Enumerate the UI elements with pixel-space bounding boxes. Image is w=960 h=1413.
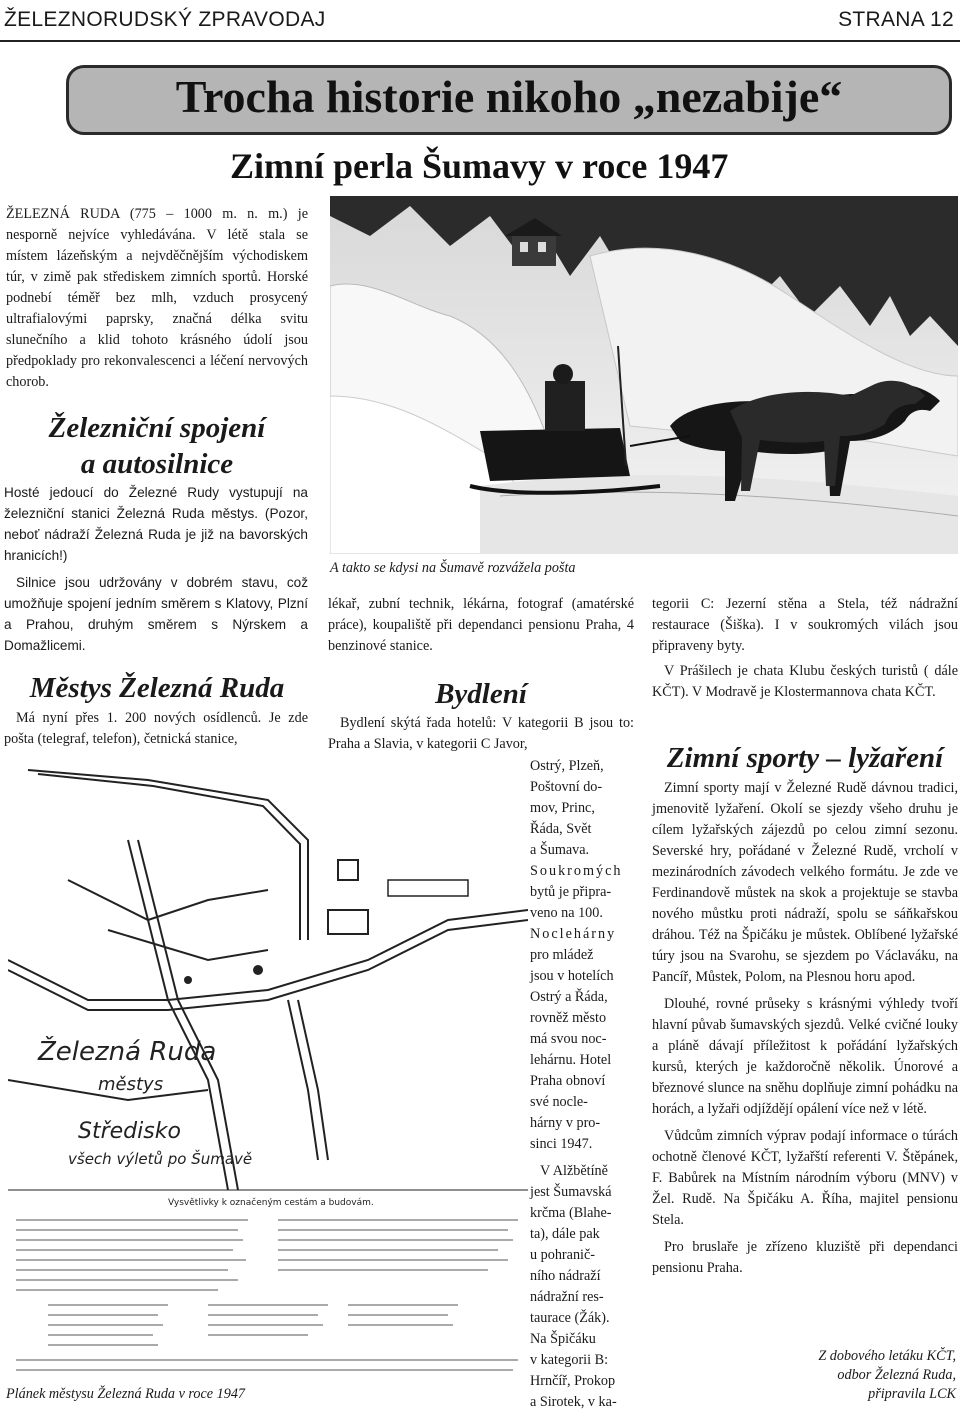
housing-heading: Bydlení xyxy=(435,678,527,710)
page-number: STRANA 12 xyxy=(838,8,954,31)
credit-line-2: odbor Železná Ruda, xyxy=(837,1367,956,1383)
rail-heading-line2: a autosilnice xyxy=(80,448,234,480)
town-paragraph: Má nyní přes 1. 200 nových osídlenců. Je zde pošta (telegraf, telefon), četnická stanice, xyxy=(4,710,308,747)
housing-line: bytů je připra- xyxy=(530,884,612,900)
housing-line: Ostrý, Plzeň, xyxy=(530,758,604,774)
town-text xyxy=(4,708,308,750)
winter-paragraph-3: Vůdcům zimních výprav podají informace o túrách ochotně členové KČT, lyžařští referenti V. Štěpánek, F. Babůrek na Místním národním výboru (MNV) v Žel. Rudě. Na Špičáku A. Říha, majitel pensionu Stela. xyxy=(652,1128,958,1228)
housing-line: u pohranič- xyxy=(530,1247,596,1263)
housing-line: Řáda, Svět xyxy=(530,821,592,837)
winter-heading: Zimní sporty – lyžaření xyxy=(666,742,944,774)
housing-line: jest Šumavská xyxy=(530,1184,612,1200)
rail-paragraph-2: Silnice jsou udržovány v dobrém stavu, což umožňuje spojení jedním směrem s Klatovy, Plzní a Prahou, druhým směrem s Nýrskem a Domažlicemi. xyxy=(4,575,308,653)
winter-paragraph-1: Zimní sporty mají v Železné Rudě dávnou tradici, jmenovitě lyžaření. Okolí se sjezdy všeho druhu je cílem lyžařských zájezdů po celou zimní sezonu. Severské hry, pořádané v Železné Rudě, vrcholí v mezinárodních závodech velkého formátu. Je zde ve Ferdinandově můstek na skok a projektuje se stavba nového můstku proti nádraží, spolu se sáňkařskou dráhou. Též na Špičáku je můstek. Oblíbené lyžařské túry jsou na Svarohu, se sjezdem po Václaváku, na Pancíř, Můstek, Polom, na Plesnou horu apod. xyxy=(652,780,958,985)
housing-line: veno na 100. xyxy=(530,905,603,921)
housing-line: krčma (Blahe- xyxy=(530,1205,612,1221)
housing-line: rovněž město xyxy=(530,1010,607,1026)
map-town-label: Železná Ruda xyxy=(38,1037,217,1067)
housing-line: Poštovní do- xyxy=(530,779,603,795)
housing-line: a Šumava. xyxy=(530,842,590,858)
town-heading: Městys Železná Ruda xyxy=(29,672,285,704)
article-credit xyxy=(656,1347,956,1404)
housing-line: a Sirotek, v ka- xyxy=(530,1394,617,1410)
housing-line: sinci 1947. xyxy=(530,1136,593,1152)
housing-line: Soukromých xyxy=(530,863,623,879)
housing-right-paragraph-2: V Prášilech je chata Klubu českých turistů ( dále KČT). V Modravě je Klostermannova chata KČT. xyxy=(652,663,958,700)
rail-paragraph-1: Hosté jedoucí do Železné Rudy vystupují na železniční stanici Železná Ruda městys. (Pozor, neboť nádraží Železná Ruda je již na bavorských hranicích!) xyxy=(4,485,308,563)
town-map xyxy=(8,760,528,1400)
winter-text xyxy=(652,778,958,1279)
map-legend-title: Vysvětlivky k označeným cestám a budovám. xyxy=(168,1198,374,1208)
publication-name: ŽELEZNORUDSKÝ ZPRAVODAJ xyxy=(4,8,326,31)
intro-text: ŽELEZNÁ RUDA (775 – 1000 m. n. m.) je nesporně nejvíce vyhledávána. V létě stala se místem lázeňským a nejvděčnějším východiskem túr, v zimě pak střediskem zimních sportů. Horské podnebí téměř bez mlh, vzduch prosycený ultrafialovými paprsky, značná délka svitu slunečního a klid tohoto krásného údolí jsou předpoklady pro rekonvalescenci a léčení nervových chorob. xyxy=(6,206,308,390)
header-rule xyxy=(0,40,960,42)
rail-text xyxy=(4,482,308,656)
housing-line: lehárnu. Hotel xyxy=(530,1052,612,1068)
rail-heading xyxy=(6,410,308,482)
housing-line: ta), dále pak xyxy=(530,1226,600,1242)
housing-right-paragraph-1: tegorii C: Jezerní stěna a Stela, též nádražní restaurace (Šiška). I v soukromých vilách jsou připraveny byty. xyxy=(652,596,958,654)
historic-photo xyxy=(330,196,958,554)
housing-line: hárny v pro- xyxy=(530,1115,601,1131)
housing-line: pro mládež xyxy=(530,947,594,963)
housing-narrow-column xyxy=(530,756,634,1413)
map-center-sublabel: všech výletů po Šumavě xyxy=(68,1150,253,1168)
housing-line: V Alžbětíně xyxy=(540,1163,608,1179)
housing-line: Noclehárny xyxy=(530,926,617,942)
housing-line: nádražní res- xyxy=(530,1289,604,1305)
housing-right-text xyxy=(652,594,958,703)
housing-line: jsou v hotelích xyxy=(530,968,614,984)
article-subtitle: Zimní perla Šumavy v roce 1947 xyxy=(230,146,729,186)
town-continuation xyxy=(328,594,634,657)
housing-line: má svou noc- xyxy=(530,1031,607,1047)
housing-line: v kategorii B: xyxy=(530,1352,609,1368)
housing-line: mov, Princ, xyxy=(530,800,595,816)
intro-paragraph xyxy=(6,204,308,393)
photo-caption: A takto se kdysi na Šumavě rozvážela pošta xyxy=(330,560,576,576)
housing-lead xyxy=(328,713,634,755)
article-title: Trocha historie nikoho „nezabije“ xyxy=(175,71,843,122)
town-map-drawing xyxy=(8,760,528,1400)
credit-line-1: Z dobového letáku KČT, xyxy=(818,1348,956,1364)
credit-line-3: připravila LCK xyxy=(868,1386,956,1402)
housing-line: Na Špičáku xyxy=(530,1331,596,1347)
housing-line: ního nádraží xyxy=(530,1268,601,1284)
rail-heading-line1: Železniční spojení xyxy=(48,412,266,444)
housing-line: taurace (Žák). xyxy=(530,1310,610,1326)
map-caption: Plánek městysu Železná Ruda v roce 1947 xyxy=(6,1386,246,1402)
housing-line: Hrnčíř, Prokop xyxy=(530,1373,616,1389)
housing-lead-text: Bydlení skýtá řada hotelů: V kategorii B jsou to: Praha a Slavia, v kategorii C Javor, xyxy=(328,715,634,752)
map-center-label: Středisko xyxy=(78,1119,181,1144)
housing-line: své nocle- xyxy=(530,1094,588,1110)
winter-paragraph-2: Dlouhé, rovné průseky s krásnými výhledy tvoří hlavní půvab šumavských sjezdů. Velké cvičné louky a pláně dávají příležitost k pořádání lyžařských kursů, kterých je každoročně několik. Únorové a březnové slunce na sněhu doplňuje zimní pohádku na horách, a lyžaři odjíždějí opálení více než v létě. xyxy=(652,996,958,1117)
winter-paragraph-4: Pro bruslaře je zřízeno kluziště při dependanci pensionu Praha. xyxy=(652,1239,958,1276)
housing-line: Ostrý a Řáda, xyxy=(530,989,608,1005)
map-town-sublabel: městys xyxy=(98,1074,164,1095)
housing-line: Praha obnoví xyxy=(530,1073,606,1089)
town-paragraph-cont: lékař, zubní technik, lékárna, fotograf (amatérské práce), koupaliště při dependanci pensionu Praha, 4 benzinové stanice. xyxy=(328,596,634,654)
sleigh-photo-illustration xyxy=(330,196,958,554)
